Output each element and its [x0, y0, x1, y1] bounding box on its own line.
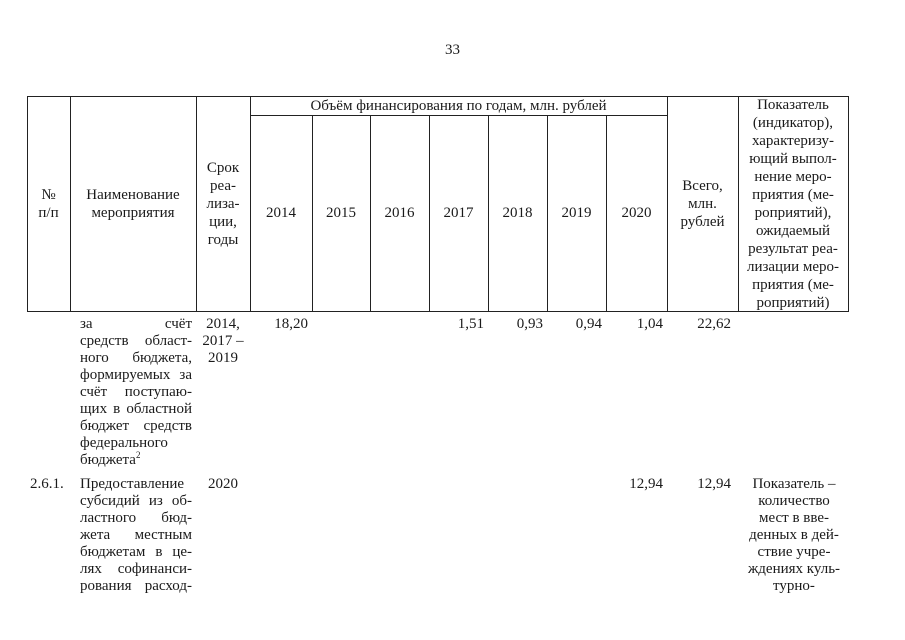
header-num: № п/п	[38, 186, 59, 221]
header-year: 2019	[561, 205, 592, 221]
header-year: 2014	[266, 205, 296, 221]
row-value: 18,20	[274, 316, 308, 332]
row-value: 12,94	[629, 476, 663, 492]
row-name: за счёт средств област- ного бюджета, формируемых за счёт поступаю- щих в областной бюджет средств федерального бюджета$^2$	[80, 316, 192, 468]
row-indicator: Показатель – количество мест в вве- денных в дей- ствие учре- ждениях куль- турно-	[747, 476, 841, 594]
row-name: Предоставление субсидий из об- ластного бюд- жета местным бюджетам в це- лях софинанси- рования расход-	[80, 476, 192, 594]
row-value: 0,93	[516, 316, 543, 332]
row-total: 22,62	[697, 316, 731, 332]
header-year: 2015	[326, 205, 356, 221]
row-value: 0,94	[575, 316, 602, 332]
header-indicator: Показатель (индикатор), характеризу- ющий выпол- нение меро- приятия (ме- роприятий), ожидаемый результат реа- лизации меро- приятия (ме- роприятий)	[746, 96, 840, 311]
header-year: 2017	[443, 205, 474, 221]
header-term: Срок реа- лиза- ции, годы	[206, 159, 240, 248]
header-total: Всего, млн. рублей	[680, 177, 725, 230]
row-num: 2.6.1.	[30, 476, 64, 492]
header-name: Наименование мероприятия	[86, 186, 180, 221]
row-value: 1,51	[457, 316, 484, 332]
page-number: 33	[445, 42, 460, 58]
row-total: 12,94	[697, 476, 731, 492]
header-year: 2016	[384, 205, 415, 221]
row-term: 2020	[208, 476, 238, 492]
header-funding-title: Объём финансирования по годам, млн. рублей	[310, 97, 607, 114]
header-year: 2018	[502, 205, 533, 221]
row-value: 1,04	[636, 316, 663, 332]
header-year: 2020	[621, 205, 652, 221]
row-term: 2014, 2017 – 2019	[202, 316, 244, 366]
